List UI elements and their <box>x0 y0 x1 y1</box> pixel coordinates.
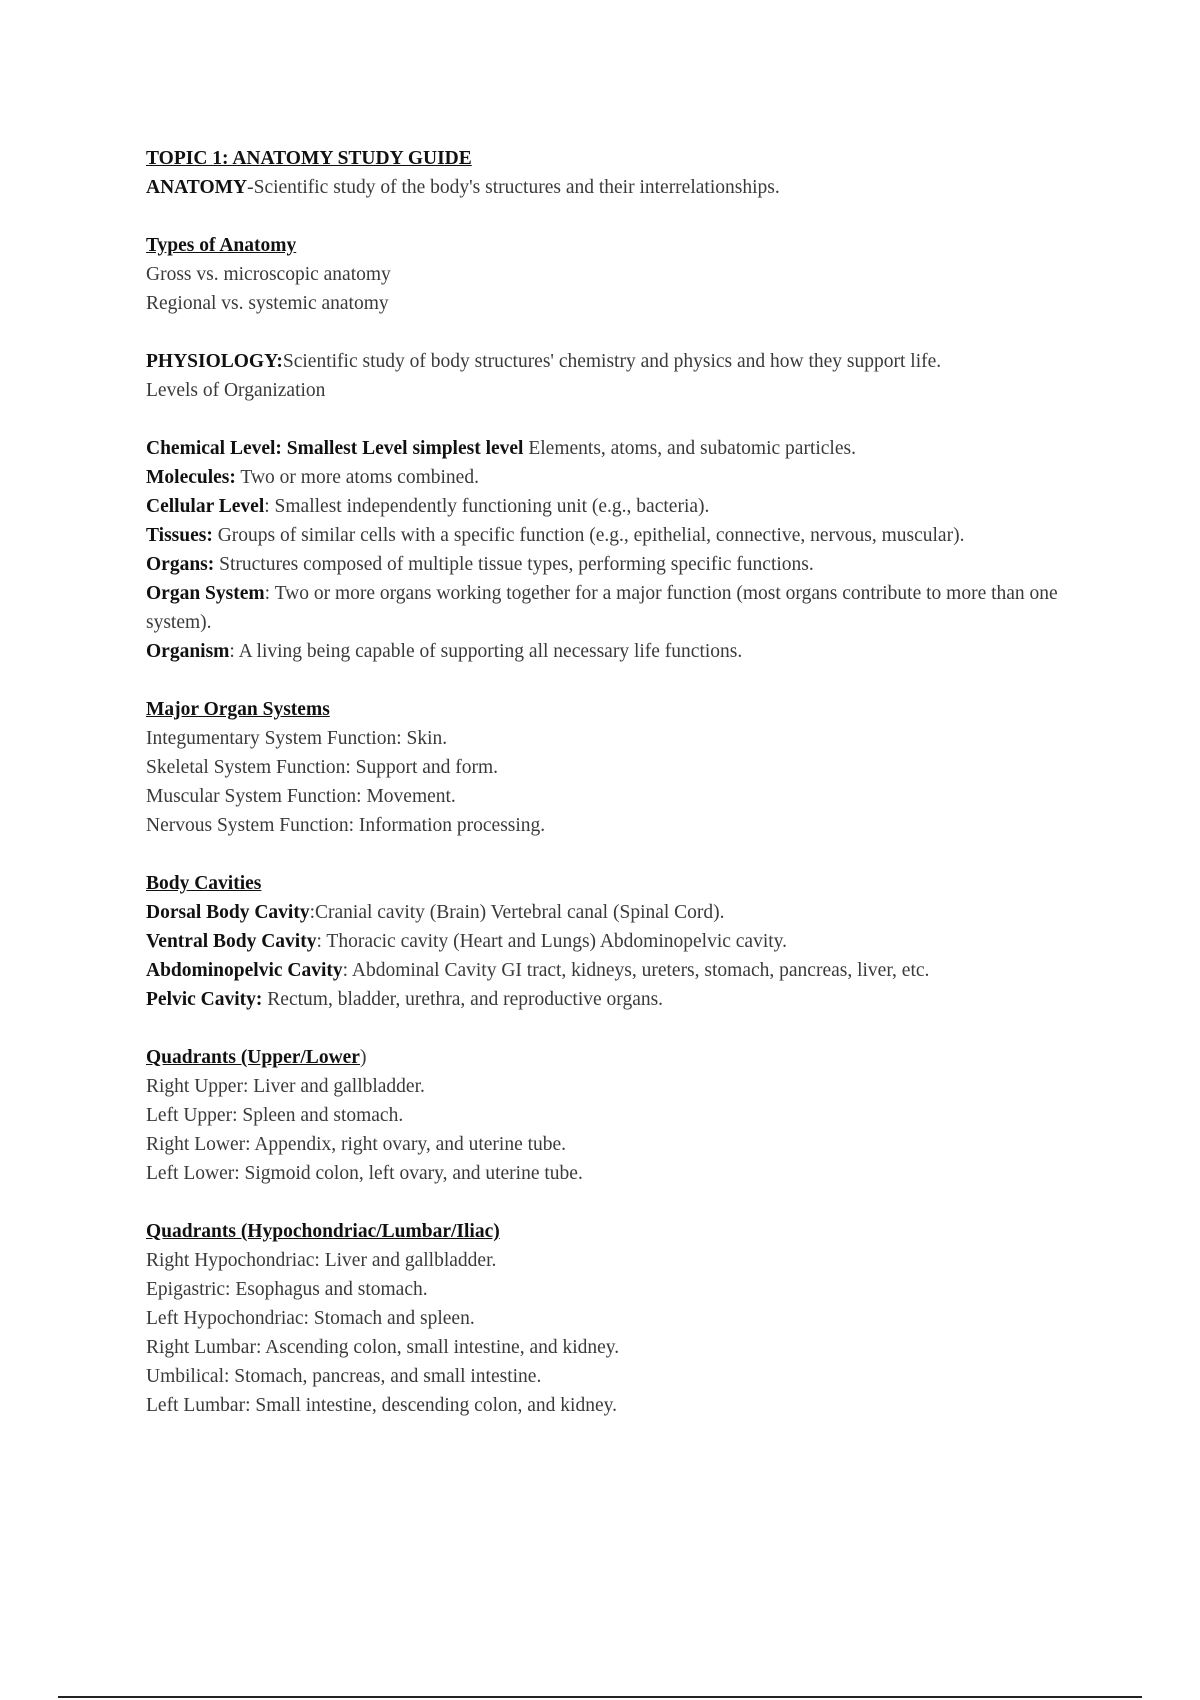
level-term: Molecules: <box>146 467 236 488</box>
level-term: Organs: <box>146 554 215 575</box>
cavity-term: Dorsal Body Cavity <box>146 902 310 923</box>
cavity-text: : Abdominal Cavity GI tract, kidneys, ureters, stomach, pancreas, liver, etc. <box>342 960 930 981</box>
level-text: : Two or more organs working together for a major function (most organs contribute to more than one system). <box>146 583 1058 633</box>
region-item: Right Hypochondriac: Liver and gallbladder. <box>146 1250 497 1271</box>
cavity-term: Pelvic Cavity: <box>146 989 263 1010</box>
quadrant-item: Left Lower: Sigmoid colon, left ovary, and uterine tube. <box>146 1163 583 1184</box>
level-item <box>146 463 1086 492</box>
anatomy-text: -Scientific study of the body's structures and their interrelationships. <box>247 177 780 198</box>
region-item: Left Lumbar: Small intestine, descending colon, and kidney. <box>146 1395 617 1416</box>
level-item <box>146 579 1086 637</box>
cavity-term: Abdominopelvic Cavity <box>146 960 343 981</box>
level-item <box>146 521 1086 550</box>
level-term: Organism <box>146 641 230 662</box>
document-page <box>146 144 1086 1420</box>
level-text: Groups of similar cells with a specific function (e.g., epithelial, connective, nervous, muscular). <box>212 525 965 546</box>
quadrant-item: Right Upper: Liver and gallbladder. <box>146 1076 425 1097</box>
organ-system-item: Skeletal System Function: Support and form. <box>146 757 499 778</box>
organ-system-item: Muscular System Function: Movement. <box>146 786 456 807</box>
level-term: Cellular Level <box>146 496 265 517</box>
quadrant-item: Right Lower: Appendix, right ovary, and uterine tube. <box>146 1134 567 1155</box>
cavity-item <box>146 956 1086 985</box>
cavities-heading: Body Cavities <box>146 873 262 894</box>
cavity-text: Rectum, bladder, urethra, and reproductive organs. <box>262 989 664 1010</box>
quadrant-item: Left Upper: Spleen and stomach. <box>146 1105 404 1126</box>
page-title: TOPIC 1: ANATOMY STUDY GUIDE <box>146 148 472 169</box>
region-item: Umbilical: Stomach, pancreas, and small intestine. <box>146 1366 542 1387</box>
level-text: Structures composed of multiple tissue types, performing specific functions. <box>214 554 814 575</box>
quadrants-heading-line <box>146 1043 1086 1072</box>
level-item <box>146 492 1086 521</box>
levels-label: Levels of Organization <box>146 380 326 401</box>
level-text: : Smallest independently functioning unit (e.g., bacteria). <box>264 496 710 517</box>
cavity-text: :Cranial cavity (Brain) Vertebral canal (Spinal Cord). <box>309 902 725 923</box>
level-item <box>146 637 1086 666</box>
level-text: Two or more atoms combined. <box>235 467 479 488</box>
physiology-definition <box>146 347 1086 376</box>
cavity-item <box>146 985 1086 1014</box>
regions-heading: Quadrants (Hypochondriac/Lumbar/Iliac) <box>146 1221 500 1242</box>
level-text: : A living being capable of supporting all necessary life functions. <box>229 641 743 662</box>
cavity-term: Ventral Body Cavity <box>146 931 317 952</box>
level-item <box>146 434 1086 463</box>
physiology-term: PHYSIOLOGY: <box>146 351 283 372</box>
anatomy-term: ANATOMY <box>146 177 248 198</box>
cavity-item <box>146 927 1086 956</box>
organ-system-item: Integumentary System Function: Skin. <box>146 728 448 749</box>
region-item: Epigastric: Esophagus and stomach. <box>146 1279 428 1300</box>
anatomy-definition <box>146 173 1086 202</box>
region-item: Left Hypochondriac: Stomach and spleen. <box>146 1308 475 1329</box>
physiology-text: Scientific study of body structures' chemistry and physics and how they support life. <box>282 351 942 372</box>
region-item: Right Lumbar: Ascending colon, small intestine, and kidney. <box>146 1337 620 1358</box>
types-item: Regional vs. systemic anatomy <box>146 293 389 314</box>
quadrants-heading-tail: ) <box>359 1047 367 1068</box>
level-item <box>146 550 1086 579</box>
level-term: Chemical Level: Smallest Level simplest level <box>146 438 524 459</box>
level-text: Elements, atoms, and subatomic particles. <box>523 438 856 459</box>
organ-systems-heading: Major Organ Systems <box>146 699 330 720</box>
organ-system-item: Nervous System Function: Information processing. <box>146 815 546 836</box>
level-term: Tissues: <box>146 525 213 546</box>
quadrants-heading: Quadrants (Upper/Lower <box>146 1047 360 1068</box>
types-heading: Types of Anatomy <box>146 235 297 256</box>
types-item: Gross vs. microscopic anatomy <box>146 264 391 285</box>
footer-rule <box>58 1696 1142 1698</box>
cavity-item <box>146 898 1086 927</box>
level-term: Organ System <box>146 583 265 604</box>
cavity-text: : Thoracic cavity (Heart and Lungs) Abdominopelvic cavity. <box>316 931 788 952</box>
